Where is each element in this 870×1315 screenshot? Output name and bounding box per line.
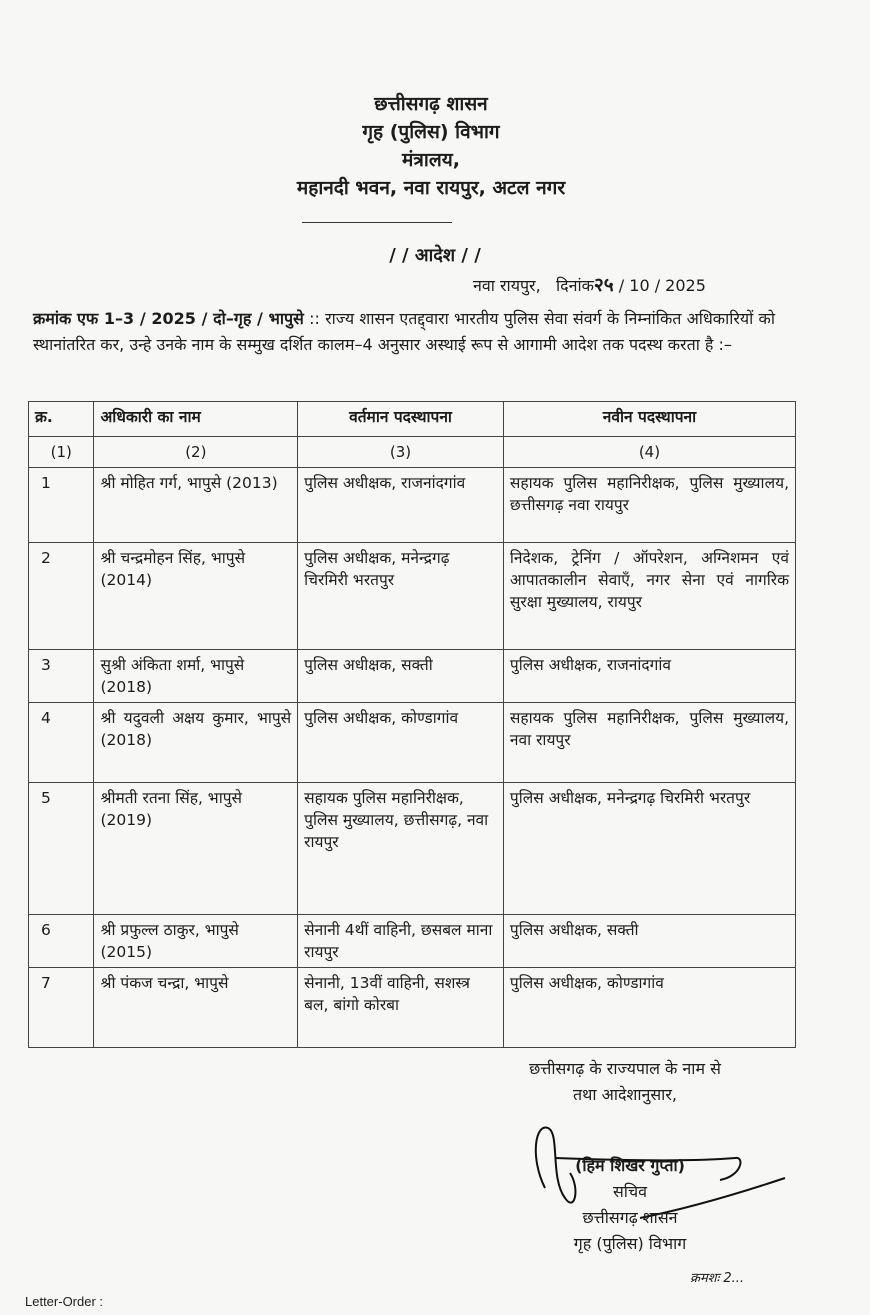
table-row <box>29 783 796 915</box>
col-header-current: वर्तमान पदस्थापना <box>298 402 504 437</box>
row-officer-name: सुश्री अंकिता शर्मा, भापुसे (2018) <box>94 650 298 703</box>
col-number: (2) <box>94 437 298 468</box>
col-header-name: अधिकारी का नाम <box>94 402 298 437</box>
row-new-posting: पुलिस अधीक्षक, सक्ती <box>503 915 795 968</box>
col-number: (3) <box>298 437 504 468</box>
table-header-row <box>29 402 796 437</box>
table-row <box>29 650 796 703</box>
signatory-name: (हिम शिखर गुप्ता) <box>575 1156 685 1175</box>
header-line-dept: गृह (पुलिस) विभाग <box>362 121 500 143</box>
col-number: (4) <box>503 437 795 468</box>
transfer-table <box>28 401 796 1048</box>
closing-line-1: छत्तीसगढ़ के राज्यपाल के नाम से <box>529 1059 721 1078</box>
header-line-address: महानदी भवन, नवा रायपुर, अटल नगर <box>296 177 566 199</box>
row-current-posting: पुलिस अधीक्षक, राजनांदगांव <box>298 468 504 543</box>
row-current-posting: पुलिस अधीक्षक, मनेन्द्रगढ़ चिरमिरी भरतपुर <box>298 543 504 650</box>
row-officer-name: श्री प्रफुल्ल ठाकुर, भापुसे (2015) <box>94 915 298 968</box>
row-new-posting: सहायक पुलिस महानिरीक्षक, पुलिस मुख्यालय, छत्तीसगढ़ नवा रायपुर <box>503 468 795 543</box>
dateline <box>473 271 706 297</box>
date-day-handwritten: २५ <box>593 274 614 296</box>
order-title: / / आदेश / / <box>389 245 481 266</box>
signatory-org-1: छत्तीसगढ़ शासन <box>582 1208 678 1227</box>
row-new-posting: पुलिस अधीक्षक, राजनांदगांव <box>503 650 795 703</box>
signatory-org-2: गृह (पुलिस) विभाग <box>573 1234 687 1253</box>
table-row <box>29 468 796 543</box>
header-line-ministry: मंत्रालय, <box>402 149 460 171</box>
closing-block <box>455 1056 795 1108</box>
row-current-posting: सेनानी 4थीं वाहिनी, छसबल माना रायपुर <box>298 915 504 968</box>
row-current-posting: सेनानी, 13वीं वाहिनी, सशस्त्र बल, बांगो कोरबा <box>298 968 504 1048</box>
row-new-posting: पुलिस अधीक्षक, मनेन्द्रगढ़ चिरमिरी भरतपुर <box>503 783 795 915</box>
col-header-sn: क्र. <box>29 402 94 437</box>
date-rest: / 10 / 2025 <box>618 276 706 295</box>
closing-line-2: तथा आदेशानुसार, <box>573 1085 677 1104</box>
row-officer-name: श्रीमती रतना सिंह, भापुसे (2019) <box>94 783 298 915</box>
date-place: नवा रायपुर, <box>473 276 541 295</box>
footer-label: Letter-Order : <box>25 1294 104 1309</box>
row-sn: 5 <box>29 783 94 915</box>
date-label: दिनांक <box>555 276 594 295</box>
col-number: (1) <box>29 437 94 468</box>
order-reference: क्रमांक एफ 1–3 / 2025 / दो–गृह / भापुसे <box>33 309 304 328</box>
row-sn: 3 <box>29 650 94 703</box>
continued-note: क्रमशः 2... <box>690 1271 745 1286</box>
signatory-block <box>470 1153 790 1257</box>
row-new-posting: सहायक पुलिस महानिरीक्षक, पुलिस मुख्यालय, नवा रायपुर <box>503 703 795 783</box>
order-intro-text: :: राज्य शासन एतद्द्वारा भारतीय पुलिस सेवा संवर्ग के निम्नांकित अधिकारियों को स्थानांतरित कर, उन्हे उनके नाम के सम्मुख दर्शित कालम–4 अनुसार अस्थाई रूप से आगामी आदेश तक पदस्थ करता है :– <box>33 309 775 354</box>
row-current-posting: पुलिस अधीक्षक, सक्ती <box>298 650 504 703</box>
table-colnum-row <box>29 437 796 468</box>
order-intro-paragraph <box>33 306 775 358</box>
row-officer-name: श्री चन्द्रमोहन सिंह, भापुसे (2014) <box>94 543 298 650</box>
letterhead <box>0 90 870 202</box>
row-officer-name: श्री यदुवली अक्षय कुमार, भापुसे (2018) <box>94 703 298 783</box>
row-new-posting: पुलिस अधीक्षक, कोण्डागांव <box>503 968 795 1048</box>
table-row <box>29 543 796 650</box>
header-divider <box>302 222 452 223</box>
row-current-posting: पुलिस अधीक्षक, कोण्डागांव <box>298 703 504 783</box>
table-row <box>29 968 796 1048</box>
row-current-posting: सहायक पुलिस महानिरीक्षक, पुलिस मुख्यालय, छत्तीसगढ़, नवा रायपुर <box>298 783 504 915</box>
row-sn: 2 <box>29 543 94 650</box>
table-row <box>29 915 796 968</box>
row-officer-name: श्री पंकज चन्द्रा, भापुसे <box>94 968 298 1048</box>
header-line-govt: छत्तीसगढ़ शासन <box>374 93 488 115</box>
table-row <box>29 703 796 783</box>
row-new-posting: निदेशक, ट्रेनिंग / ऑपरेशन, अग्निशमन एवं आपातकालीन सेवाएँ, नगर सेना एवं नागरिक सुरक्षा मुख्यालय, रायपुर <box>503 543 795 650</box>
row-sn: 6 <box>29 915 94 968</box>
row-sn: 7 <box>29 968 94 1048</box>
signatory-designation: सचिव <box>612 1182 648 1201</box>
row-sn: 4 <box>29 703 94 783</box>
row-sn: 1 <box>29 468 94 543</box>
row-officer-name: श्री मोहित गर्ग, भापुसे (2013) <box>94 468 298 543</box>
col-header-new: नवीन पदस्थापना <box>503 402 795 437</box>
